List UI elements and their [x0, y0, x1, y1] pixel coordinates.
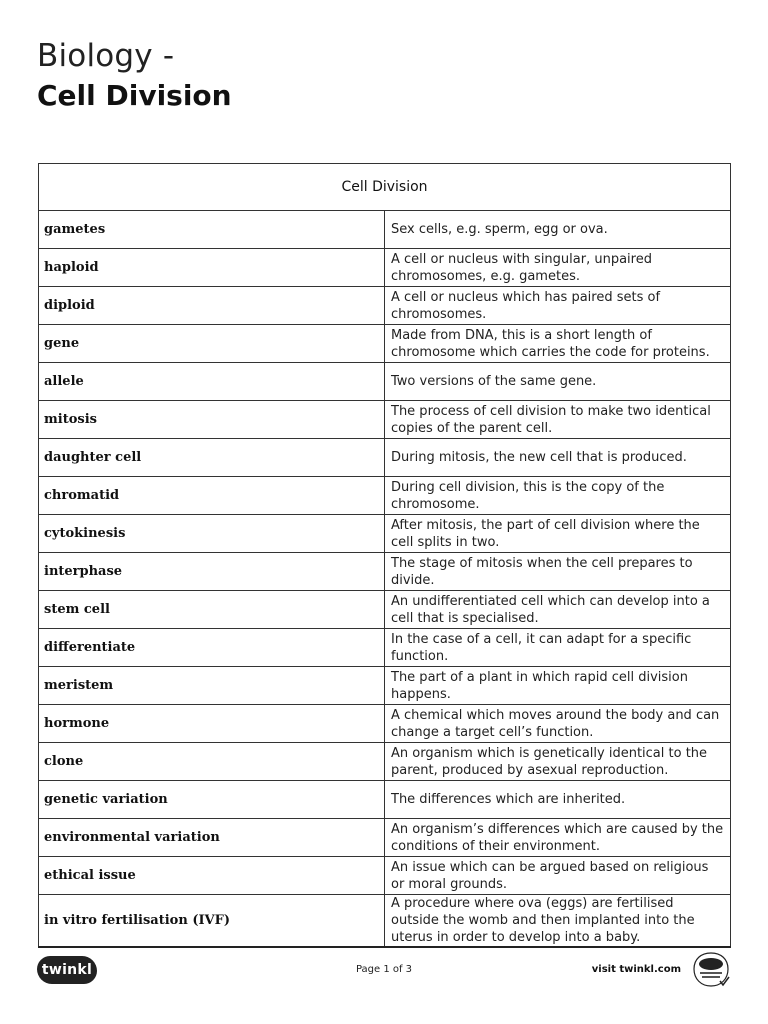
- term-cell: daughter cell: [39, 439, 385, 477]
- definition-cell: A chemical which moves around the body and can change a target cell’s function.: [385, 705, 731, 743]
- table-row: [39, 401, 731, 439]
- table-row: [39, 629, 731, 667]
- term-cell: stem cell: [39, 591, 385, 629]
- table-row: [39, 819, 731, 857]
- term-cell: clone: [39, 743, 385, 781]
- table-row: [39, 325, 731, 363]
- table-row: [39, 705, 731, 743]
- definition-cell: An issue which can be argued based on religious or moral grounds.: [385, 857, 731, 895]
- page-number: Page 1 of 3: [355, 964, 413, 975]
- definition-cell: An organism’s differences which are caused by the conditions of their environment.: [385, 819, 731, 857]
- table-row: [39, 439, 731, 477]
- term-cell: mitosis: [39, 401, 385, 439]
- table-row: [39, 743, 731, 781]
- table-row: [39, 477, 731, 515]
- definition-cell: A cell or nucleus with singular, unpaired chromosomes, e.g. gametes.: [385, 249, 731, 287]
- term-cell: in vitro fertilisation (IVF): [39, 895, 385, 947]
- page-title-subject: Biology -: [37, 38, 175, 74]
- footer-divider: [38, 946, 731, 948]
- term-cell: environmental variation: [39, 819, 385, 857]
- definition-cell: During cell division, this is the copy of the chromosome.: [385, 477, 731, 515]
- definition-cell: An undifferentiated cell which can develop into a cell that is specialised.: [385, 591, 731, 629]
- term-cell: cytokinesis: [39, 515, 385, 553]
- term-cell: haploid: [39, 249, 385, 287]
- table-row: [39, 287, 731, 325]
- definition-cell: During mitosis, the new cell that is produced.: [385, 439, 731, 477]
- glossary-table: [38, 163, 731, 947]
- twinkl-logo: twinkl: [37, 956, 97, 984]
- term-cell: ethical issue: [39, 857, 385, 895]
- term-cell: diploid: [39, 287, 385, 325]
- term-cell: differentiate: [39, 629, 385, 667]
- table-row: [39, 667, 731, 705]
- table-heading: Cell Division: [39, 164, 731, 211]
- table-row: [39, 211, 731, 249]
- glossary-body: [39, 211, 731, 947]
- definition-cell: A procedure where ova (eggs) are fertilised outside the womb and then implanted into the uterus in order to develop into a baby.: [385, 895, 731, 947]
- table-row: [39, 515, 731, 553]
- term-cell: gene: [39, 325, 385, 363]
- term-cell: allele: [39, 363, 385, 401]
- definition-cell: The stage of mitosis when the cell prepares to divide.: [385, 553, 731, 591]
- table-row: [39, 591, 731, 629]
- table-row: [39, 363, 731, 401]
- definition-cell: Sex cells, e.g. sperm, egg or ova.: [385, 211, 731, 249]
- visit-link[interactable]: visit twinkl.com: [591, 964, 681, 975]
- definition-cell: The part of a plant in which rapid cell division happens.: [385, 667, 731, 705]
- definition-cell: A cell or nucleus which has paired sets of chromosomes.: [385, 287, 731, 325]
- definition-cell: The differences which are inherited.: [385, 781, 731, 819]
- page-title-topic: Cell Division: [37, 79, 232, 112]
- term-cell: interphase: [39, 553, 385, 591]
- definition-cell: The process of cell division to make two identical copies of the parent cell.: [385, 401, 731, 439]
- table-row: [39, 249, 731, 287]
- table-row: [39, 781, 731, 819]
- term-cell: hormone: [39, 705, 385, 743]
- term-cell: chromatid: [39, 477, 385, 515]
- definition-cell: In the case of a cell, it can adapt for a specific function.: [385, 629, 731, 667]
- term-cell: meristem: [39, 667, 385, 705]
- definition-cell: Made from DNA, this is a short length of chromosome which carries the code for proteins.: [385, 325, 731, 363]
- definition-cell: An organism which is genetically identical to the parent, produced by asexual reproduction.: [385, 743, 731, 781]
- quality-badge-icon: [691, 951, 731, 989]
- table-row: [39, 895, 731, 947]
- table-row: [39, 553, 731, 591]
- definition-cell: After mitosis, the part of cell division where the cell splits in two.: [385, 515, 731, 553]
- term-cell: genetic variation: [39, 781, 385, 819]
- term-cell: gametes: [39, 211, 385, 249]
- definition-cell: Two versions of the same gene.: [385, 363, 731, 401]
- table-row: [39, 857, 731, 895]
